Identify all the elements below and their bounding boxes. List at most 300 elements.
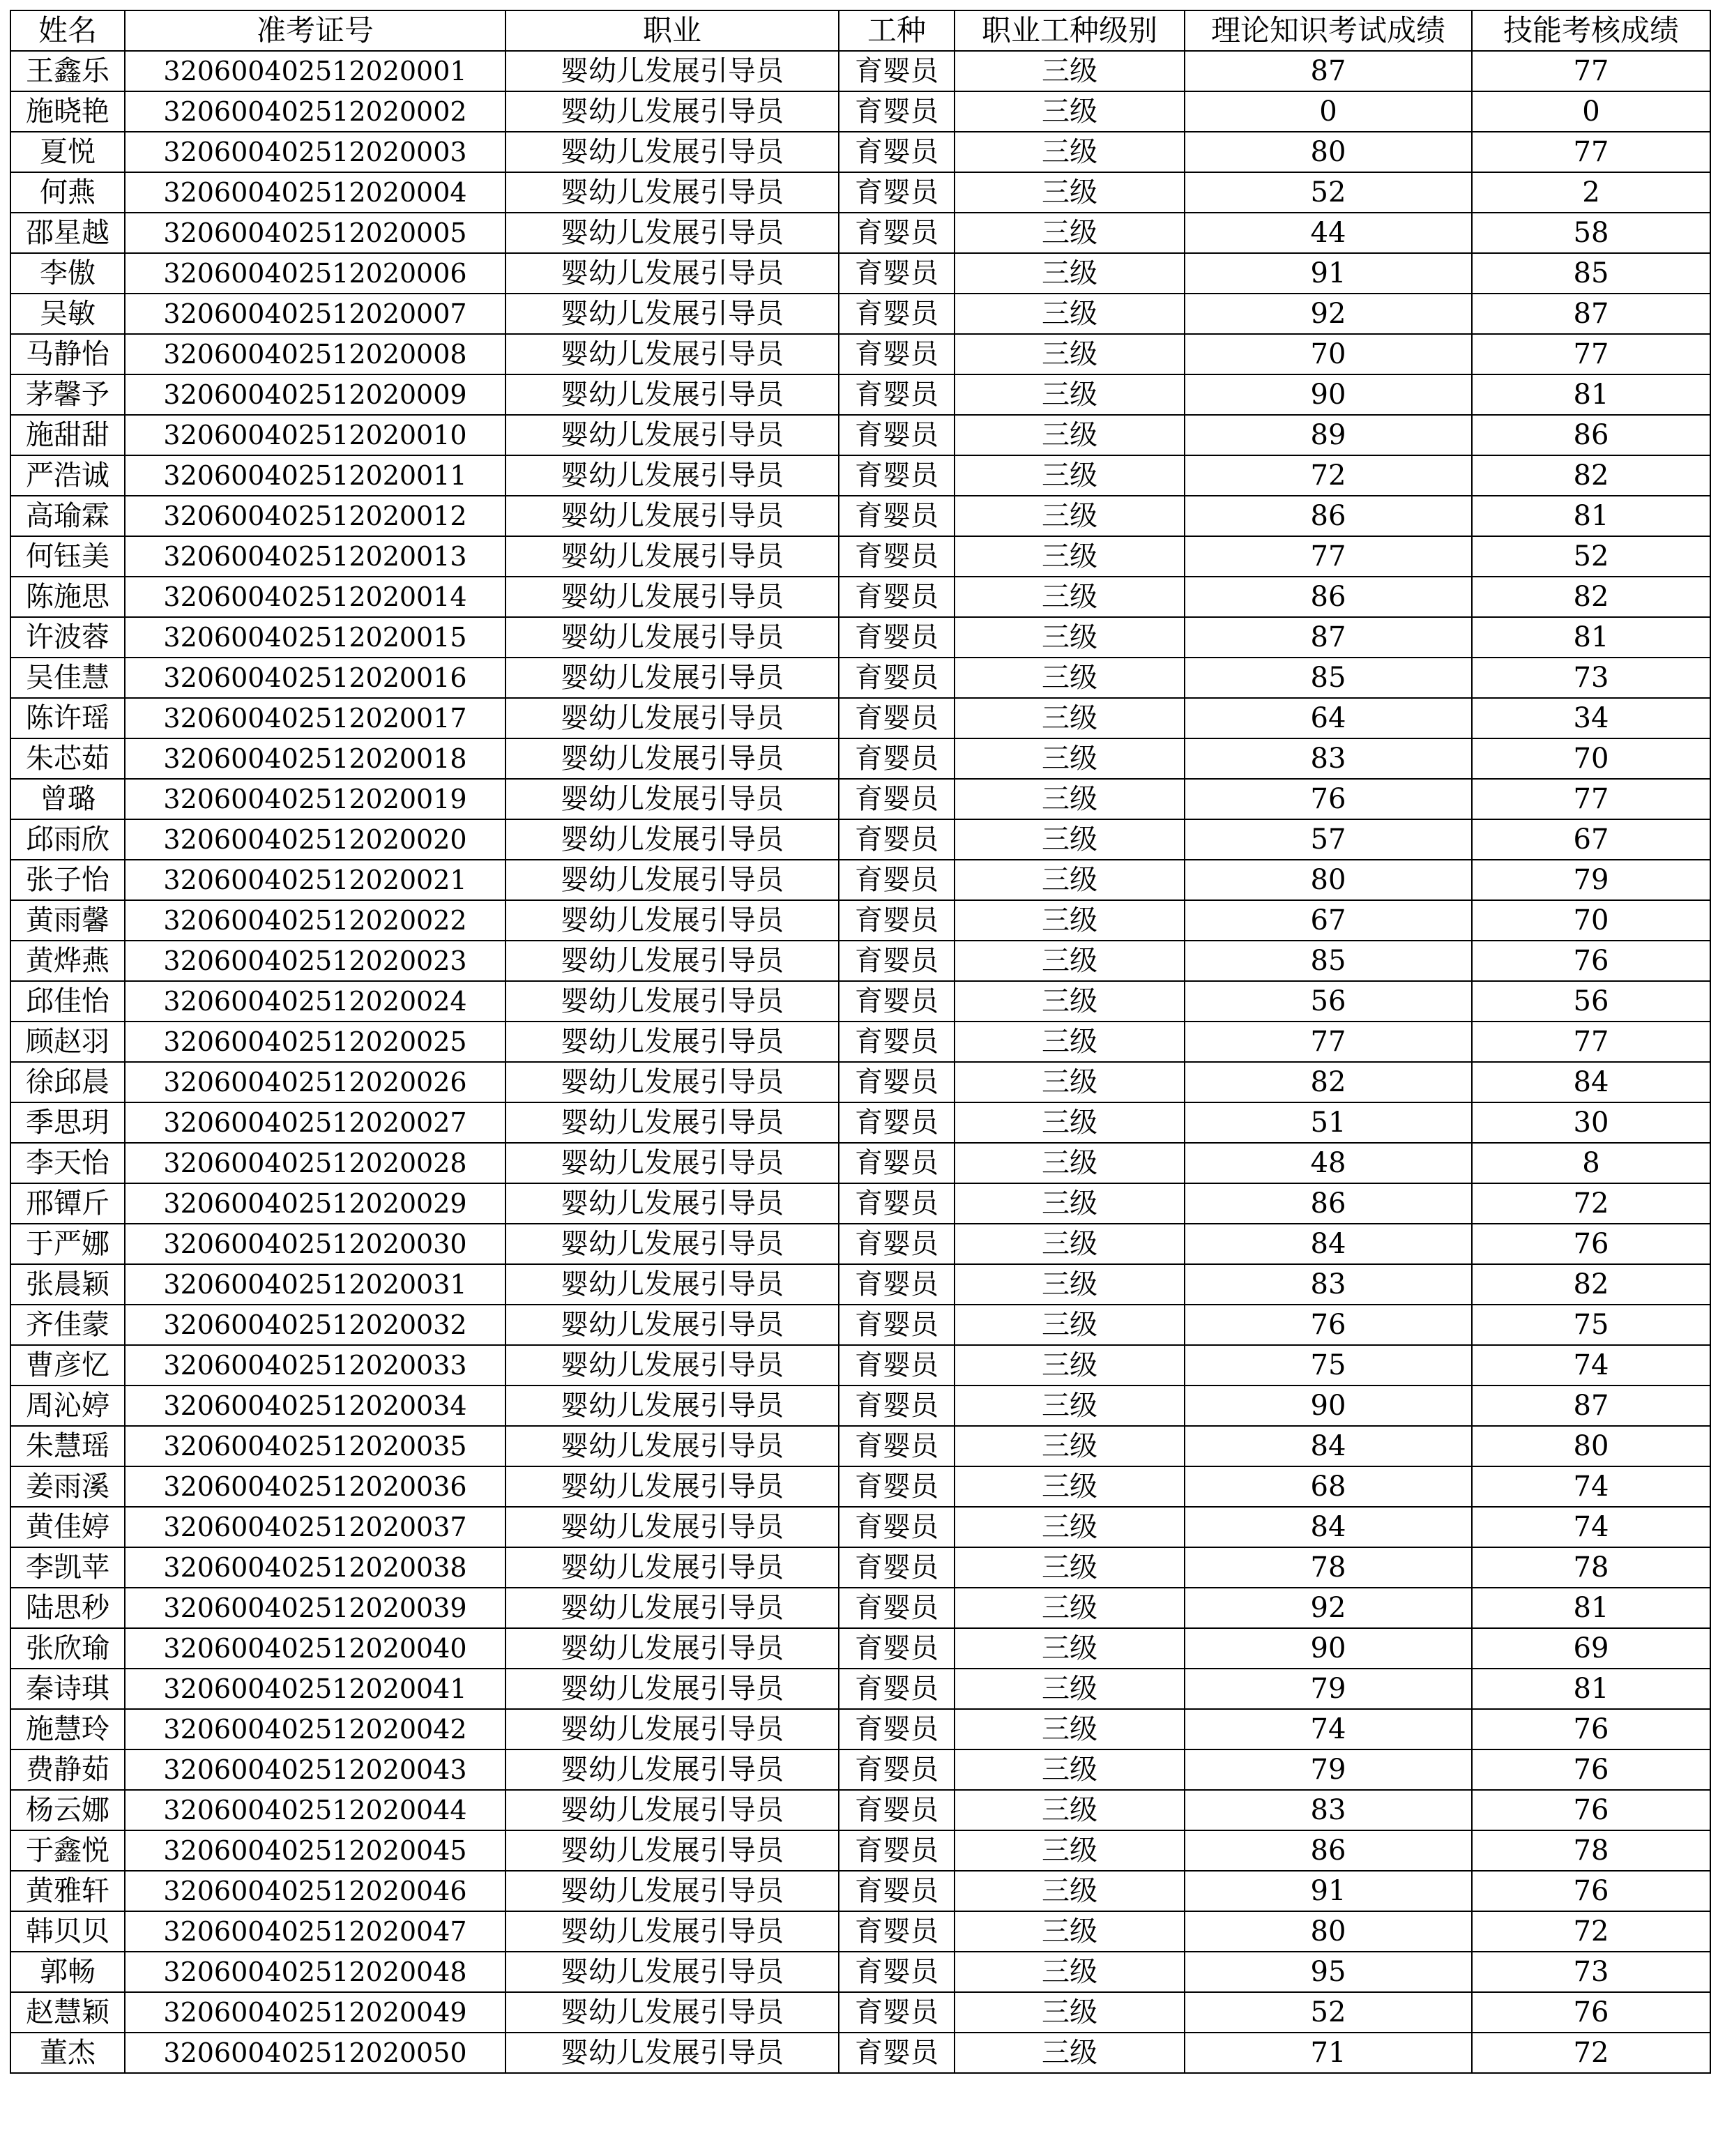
cell-work-type: 育婴员 — [839, 1143, 955, 1183]
cell-occupation: 婴幼儿发展引导员 — [505, 1952, 839, 1992]
cell-theory-score: 77 — [1185, 536, 1472, 577]
cell-skill-score: 67 — [1472, 819, 1710, 860]
cell-level: 三级 — [955, 1547, 1185, 1588]
table-row — [10, 1305, 1710, 1345]
header-row — [10, 10, 1710, 51]
table-row — [10, 941, 1710, 981]
cell-theory-score: 90 — [1185, 1628, 1472, 1669]
cell-theory-score: 68 — [1185, 1466, 1472, 1507]
cell-theory-score: 85 — [1185, 658, 1472, 698]
table-row — [10, 1507, 1710, 1547]
cell-skill-score: 76 — [1472, 1224, 1710, 1264]
cell-theory-score: 90 — [1185, 374, 1472, 415]
cell-ticket: 320600402512020024 — [125, 981, 505, 1022]
cell-name: 张子怡 — [10, 860, 125, 900]
cell-name: 王鑫乐 — [10, 51, 125, 91]
cell-name: 周沁婷 — [10, 1386, 125, 1426]
cell-ticket: 320600402512020021 — [125, 860, 505, 900]
cell-level: 三级 — [955, 941, 1185, 981]
cell-skill-score: 87 — [1472, 294, 1710, 334]
cell-name: 李天怡 — [10, 1143, 125, 1183]
cell-theory-score: 80 — [1185, 1911, 1472, 1952]
cell-level: 三级 — [955, 860, 1185, 900]
cell-level: 三级 — [955, 334, 1185, 374]
cell-ticket: 320600402512020045 — [125, 1830, 505, 1871]
table-row — [10, 900, 1710, 941]
cell-skill-score: 77 — [1472, 334, 1710, 374]
cell-skill-score: 74 — [1472, 1466, 1710, 1507]
table-row — [10, 1669, 1710, 1709]
cell-occupation: 婴幼儿发展引导员 — [505, 455, 839, 496]
cell-work-type: 育婴员 — [839, 860, 955, 900]
cell-name: 何钰美 — [10, 536, 125, 577]
cell-theory-score: 86 — [1185, 1830, 1472, 1871]
cell-occupation: 婴幼儿发展引导员 — [505, 1062, 839, 1102]
cell-ticket: 320600402512020050 — [125, 2033, 505, 2073]
table-row — [10, 1466, 1710, 1507]
cell-name: 韩贝贝 — [10, 1911, 125, 1952]
cell-name: 曾璐 — [10, 779, 125, 819]
cell-skill-score: 79 — [1472, 860, 1710, 900]
cell-occupation: 婴幼儿发展引导员 — [505, 1790, 839, 1830]
cell-occupation: 婴幼儿发展引导员 — [505, 1669, 839, 1709]
cell-occupation: 婴幼儿发展引导员 — [505, 496, 839, 536]
cell-ticket: 320600402512020025 — [125, 1022, 505, 1062]
table-row — [10, 1224, 1710, 1264]
cell-name: 黄雅轩 — [10, 1871, 125, 1911]
cell-skill-score: 74 — [1472, 1345, 1710, 1386]
cell-skill-score: 72 — [1472, 1183, 1710, 1224]
cell-level: 三级 — [955, 1588, 1185, 1628]
table-row — [10, 1749, 1710, 1790]
table-row — [10, 1830, 1710, 1871]
cell-skill-score: 78 — [1472, 1830, 1710, 1871]
cell-occupation: 婴幼儿发展引导员 — [505, 1547, 839, 1588]
cell-name: 曹彦忆 — [10, 1345, 125, 1386]
cell-work-type: 育婴员 — [839, 1992, 955, 2033]
cell-skill-score: 72 — [1472, 2033, 1710, 2073]
cell-name: 赵慧颖 — [10, 1992, 125, 2033]
cell-work-type: 育婴员 — [839, 1022, 955, 1062]
cell-skill-score: 8 — [1472, 1143, 1710, 1183]
cell-theory-score: 86 — [1185, 496, 1472, 536]
cell-work-type: 育婴员 — [839, 1386, 955, 1426]
cell-name: 朱芯茹 — [10, 738, 125, 779]
cell-work-type: 育婴员 — [839, 496, 955, 536]
table-row — [10, 1386, 1710, 1426]
cell-work-type: 育婴员 — [839, 1871, 955, 1911]
cell-theory-score: 83 — [1185, 1790, 1472, 1830]
cell-ticket: 320600402512020001 — [125, 51, 505, 91]
cell-skill-score: 82 — [1472, 577, 1710, 617]
cell-skill-score: 84 — [1472, 1062, 1710, 1102]
cell-occupation: 婴幼儿发展引导员 — [505, 415, 839, 455]
cell-name: 黄佳婷 — [10, 1507, 125, 1547]
cell-name: 陈施思 — [10, 577, 125, 617]
cell-ticket: 320600402512020043 — [125, 1749, 505, 1790]
cell-theory-score: 70 — [1185, 334, 1472, 374]
cell-theory-score: 76 — [1185, 1305, 1472, 1345]
cell-skill-score: 81 — [1472, 1669, 1710, 1709]
table-row — [10, 253, 1710, 294]
cell-name: 邵星越 — [10, 213, 125, 253]
cell-skill-score: 81 — [1472, 1588, 1710, 1628]
cell-skill-score: 75 — [1472, 1305, 1710, 1345]
cell-occupation: 婴幼儿发展引导员 — [505, 1264, 839, 1305]
cell-theory-score: 57 — [1185, 819, 1472, 860]
cell-skill-score: 2 — [1472, 172, 1710, 213]
cell-theory-score: 52 — [1185, 172, 1472, 213]
table-row — [10, 1547, 1710, 1588]
cell-ticket: 320600402512020004 — [125, 172, 505, 213]
table-row — [10, 91, 1710, 132]
table-row — [10, 981, 1710, 1022]
cell-occupation: 婴幼儿发展引导员 — [505, 1386, 839, 1426]
cell-work-type: 育婴员 — [839, 698, 955, 738]
cell-work-type: 育婴员 — [839, 1345, 955, 1386]
cell-ticket: 320600402512020040 — [125, 1628, 505, 1669]
cell-skill-score: 76 — [1472, 1871, 1710, 1911]
cell-work-type: 育婴员 — [839, 334, 955, 374]
cell-name: 施甜甜 — [10, 415, 125, 455]
cell-theory-score: 95 — [1185, 1952, 1472, 1992]
cell-level: 三级 — [955, 1102, 1185, 1143]
cell-level: 三级 — [955, 658, 1185, 698]
cell-theory-score: 86 — [1185, 1183, 1472, 1224]
table-row — [10, 1992, 1710, 2033]
cell-occupation: 婴幼儿发展引导员 — [505, 1588, 839, 1628]
table-row — [10, 1952, 1710, 1992]
cell-skill-score: 73 — [1472, 658, 1710, 698]
cell-name: 茅馨予 — [10, 374, 125, 415]
cell-name: 董杰 — [10, 2033, 125, 2073]
cell-theory-score: 78 — [1185, 1547, 1472, 1588]
cell-level: 三级 — [955, 374, 1185, 415]
cell-occupation: 婴幼儿发展引导员 — [505, 1709, 839, 1749]
table-row — [10, 374, 1710, 415]
cell-ticket: 320600402512020034 — [125, 1386, 505, 1426]
cell-occupation: 婴幼儿发展引导员 — [505, 1345, 839, 1386]
cell-occupation: 婴幼儿发展引导员 — [505, 658, 839, 698]
cell-occupation: 婴幼儿发展引导员 — [505, 1992, 839, 2033]
cell-ticket: 320600402512020046 — [125, 1871, 505, 1911]
cell-work-type: 育婴员 — [839, 132, 955, 172]
cell-name: 邱雨欣 — [10, 819, 125, 860]
cell-theory-score: 79 — [1185, 1669, 1472, 1709]
cell-work-type: 育婴员 — [839, 1749, 955, 1790]
cell-theory-score: 82 — [1185, 1062, 1472, 1102]
cell-skill-score: 77 — [1472, 51, 1710, 91]
cell-theory-score: 90 — [1185, 1386, 1472, 1426]
cell-theory-score: 84 — [1185, 1507, 1472, 1547]
table-body — [10, 51, 1710, 2073]
cell-skill-score: 74 — [1472, 1507, 1710, 1547]
cell-theory-score: 84 — [1185, 1426, 1472, 1466]
cell-name: 于严娜 — [10, 1224, 125, 1264]
cell-level: 三级 — [955, 738, 1185, 779]
cell-work-type: 育婴员 — [839, 455, 955, 496]
cell-name: 顾赵羽 — [10, 1022, 125, 1062]
cell-work-type: 育婴员 — [839, 1264, 955, 1305]
cell-level: 三级 — [955, 1749, 1185, 1790]
cell-level: 三级 — [955, 698, 1185, 738]
table-row — [10, 577, 1710, 617]
cell-level: 三级 — [955, 819, 1185, 860]
cell-level: 三级 — [955, 1790, 1185, 1830]
cell-ticket: 320600402512020018 — [125, 738, 505, 779]
cell-level: 三级 — [955, 294, 1185, 334]
cell-work-type: 育婴员 — [839, 941, 955, 981]
cell-theory-score: 80 — [1185, 132, 1472, 172]
cell-ticket: 320600402512020049 — [125, 1992, 505, 2033]
header-ticket: 准考证号 — [125, 10, 505, 51]
cell-theory-score: 79 — [1185, 1749, 1472, 1790]
cell-skill-score: 76 — [1472, 941, 1710, 981]
cell-work-type: 育婴员 — [839, 1709, 955, 1749]
cell-name: 夏悦 — [10, 132, 125, 172]
cell-work-type: 育婴员 — [839, 536, 955, 577]
cell-occupation: 婴幼儿发展引导员 — [505, 1749, 839, 1790]
cell-theory-score: 71 — [1185, 2033, 1472, 2073]
cell-level: 三级 — [955, 1952, 1185, 1992]
cell-name: 杨云娜 — [10, 1790, 125, 1830]
table-row — [10, 132, 1710, 172]
cell-skill-score: 80 — [1472, 1426, 1710, 1466]
cell-occupation: 婴幼儿发展引导员 — [505, 1830, 839, 1871]
score-table — [10, 10, 1711, 2074]
cell-work-type: 育婴员 — [839, 415, 955, 455]
cell-work-type: 育婴员 — [839, 658, 955, 698]
cell-level: 三级 — [955, 455, 1185, 496]
cell-work-type: 育婴员 — [839, 900, 955, 941]
cell-occupation: 婴幼儿发展引导员 — [505, 253, 839, 294]
cell-theory-score: 52 — [1185, 1992, 1472, 2033]
cell-occupation: 婴幼儿发展引导员 — [505, 779, 839, 819]
cell-occupation: 婴幼儿发展引导员 — [505, 981, 839, 1022]
cell-name: 费静茹 — [10, 1749, 125, 1790]
cell-theory-score: 75 — [1185, 1345, 1472, 1386]
cell-work-type: 育婴员 — [839, 253, 955, 294]
cell-level: 三级 — [955, 1022, 1185, 1062]
cell-work-type: 育婴员 — [839, 819, 955, 860]
cell-name: 李傲 — [10, 253, 125, 294]
cell-theory-score: 92 — [1185, 1588, 1472, 1628]
cell-level: 三级 — [955, 1830, 1185, 1871]
cell-occupation: 婴幼儿发展引导员 — [505, 1871, 839, 1911]
cell-level: 三级 — [955, 2033, 1185, 2073]
cell-level: 三级 — [955, 900, 1185, 941]
cell-occupation: 婴幼儿发展引导员 — [505, 172, 839, 213]
cell-name: 施晓艳 — [10, 91, 125, 132]
cell-name: 姜雨溪 — [10, 1466, 125, 1507]
cell-occupation: 婴幼儿发展引导员 — [505, 698, 839, 738]
cell-ticket: 320600402512020028 — [125, 1143, 505, 1183]
table-row — [10, 213, 1710, 253]
cell-name: 马静怡 — [10, 334, 125, 374]
cell-theory-score: 87 — [1185, 51, 1472, 91]
cell-occupation: 婴幼儿发展引导员 — [505, 334, 839, 374]
cell-occupation: 婴幼儿发展引导员 — [505, 1183, 839, 1224]
cell-occupation: 婴幼儿发展引导员 — [505, 617, 839, 658]
table-row — [10, 1183, 1710, 1224]
cell-work-type: 育婴员 — [839, 51, 955, 91]
cell-skill-score: 34 — [1472, 698, 1710, 738]
cell-occupation: 婴幼儿发展引导员 — [505, 1022, 839, 1062]
cell-name: 季思玥 — [10, 1102, 125, 1143]
table-row — [10, 172, 1710, 213]
cell-theory-score: 89 — [1185, 415, 1472, 455]
cell-ticket: 320600402512020036 — [125, 1466, 505, 1507]
cell-occupation: 婴幼儿发展引导员 — [505, 1628, 839, 1669]
cell-work-type: 育婴员 — [839, 172, 955, 213]
cell-theory-score: 91 — [1185, 1871, 1472, 1911]
table-row — [10, 1062, 1710, 1102]
table-row — [10, 496, 1710, 536]
cell-occupation: 婴幼儿发展引导员 — [505, 819, 839, 860]
table-row — [10, 738, 1710, 779]
cell-theory-score: 44 — [1185, 213, 1472, 253]
table-row — [10, 819, 1710, 860]
cell-work-type: 育婴员 — [839, 1305, 955, 1345]
cell-ticket: 320600402512020033 — [125, 1345, 505, 1386]
cell-level: 三级 — [955, 1264, 1185, 1305]
cell-name: 严浩诚 — [10, 455, 125, 496]
cell-work-type: 育婴员 — [839, 1062, 955, 1102]
cell-name: 朱慧瑶 — [10, 1426, 125, 1466]
cell-skill-score: 76 — [1472, 1709, 1710, 1749]
cell-occupation: 婴幼儿发展引导员 — [505, 51, 839, 91]
cell-skill-score: 30 — [1472, 1102, 1710, 1143]
cell-level: 三级 — [955, 577, 1185, 617]
cell-work-type: 育婴员 — [839, 2033, 955, 2073]
cell-occupation: 婴幼儿发展引导员 — [505, 91, 839, 132]
cell-skill-score: 87 — [1472, 1386, 1710, 1426]
cell-work-type: 育婴员 — [839, 577, 955, 617]
cell-level: 三级 — [955, 536, 1185, 577]
cell-ticket: 320600402512020037 — [125, 1507, 505, 1547]
cell-level: 三级 — [955, 1466, 1185, 1507]
cell-ticket: 320600402512020022 — [125, 900, 505, 941]
header-skill-score: 技能考核成绩 — [1472, 10, 1710, 51]
cell-skill-score: 81 — [1472, 617, 1710, 658]
cell-theory-score: 84 — [1185, 1224, 1472, 1264]
cell-name: 吴佳慧 — [10, 658, 125, 698]
cell-name: 邢镡斤 — [10, 1183, 125, 1224]
cell-theory-score: 91 — [1185, 253, 1472, 294]
table-row — [10, 536, 1710, 577]
cell-work-type: 育婴员 — [839, 779, 955, 819]
cell-occupation: 婴幼儿发展引导员 — [505, 536, 839, 577]
cell-name: 张欣瑜 — [10, 1628, 125, 1669]
cell-ticket: 320600402512020010 — [125, 415, 505, 455]
table-row — [10, 1264, 1710, 1305]
cell-level: 三级 — [955, 132, 1185, 172]
cell-ticket: 320600402512020002 — [125, 91, 505, 132]
cell-level: 三级 — [955, 1386, 1185, 1426]
cell-theory-score: 56 — [1185, 981, 1472, 1022]
cell-theory-score: 76 — [1185, 779, 1472, 819]
cell-name: 许波蓉 — [10, 617, 125, 658]
table-row — [10, 1911, 1710, 1952]
cell-theory-score: 74 — [1185, 1709, 1472, 1749]
cell-level: 三级 — [955, 1183, 1185, 1224]
cell-work-type: 育婴员 — [839, 738, 955, 779]
cell-work-type: 育婴员 — [839, 1547, 955, 1588]
cell-skill-score: 77 — [1472, 779, 1710, 819]
cell-occupation: 婴幼儿发展引导员 — [505, 2033, 839, 2073]
cell-theory-score: 0 — [1185, 91, 1472, 132]
cell-name: 何燕 — [10, 172, 125, 213]
cell-work-type: 育婴员 — [839, 1507, 955, 1547]
cell-ticket: 320600402512020038 — [125, 1547, 505, 1588]
cell-skill-score: 81 — [1472, 374, 1710, 415]
cell-level: 三级 — [955, 1426, 1185, 1466]
cell-level: 三级 — [955, 1709, 1185, 1749]
cell-skill-score: 56 — [1472, 981, 1710, 1022]
cell-ticket: 320600402512020003 — [125, 132, 505, 172]
cell-occupation: 婴幼儿发展引导员 — [505, 1507, 839, 1547]
cell-ticket: 320600402512020016 — [125, 658, 505, 698]
cell-skill-score: 82 — [1472, 1264, 1710, 1305]
cell-level: 三级 — [955, 91, 1185, 132]
cell-ticket: 320600402512020039 — [125, 1588, 505, 1628]
cell-occupation: 婴幼儿发展引导员 — [505, 738, 839, 779]
cell-theory-score: 83 — [1185, 1264, 1472, 1305]
cell-work-type: 育婴员 — [839, 91, 955, 132]
cell-ticket: 320600402512020027 — [125, 1102, 505, 1143]
cell-ticket: 320600402512020012 — [125, 496, 505, 536]
cell-ticket: 320600402512020032 — [125, 1305, 505, 1345]
cell-work-type: 育婴员 — [839, 1952, 955, 1992]
cell-name: 徐邱晨 — [10, 1062, 125, 1102]
table-row — [10, 1102, 1710, 1143]
cell-occupation: 婴幼儿发展引导员 — [505, 1102, 839, 1143]
cell-theory-score: 87 — [1185, 617, 1472, 658]
cell-ticket: 320600402512020014 — [125, 577, 505, 617]
cell-occupation: 婴幼儿发展引导员 — [505, 577, 839, 617]
cell-work-type: 育婴员 — [839, 374, 955, 415]
cell-skill-score: 86 — [1472, 415, 1710, 455]
cell-occupation: 婴幼儿发展引导员 — [505, 941, 839, 981]
table-row — [10, 1022, 1710, 1062]
table-row — [10, 1345, 1710, 1386]
cell-skill-score: 76 — [1472, 1790, 1710, 1830]
cell-name: 高瑜霖 — [10, 496, 125, 536]
cell-work-type: 育婴员 — [839, 1426, 955, 1466]
table-row — [10, 658, 1710, 698]
cell-occupation: 婴幼儿发展引导员 — [505, 1911, 839, 1952]
cell-ticket: 320600402512020035 — [125, 1426, 505, 1466]
table-row — [10, 1871, 1710, 1911]
cell-ticket: 320600402512020023 — [125, 941, 505, 981]
cell-name: 陈许瑶 — [10, 698, 125, 738]
cell-skill-score: 77 — [1472, 132, 1710, 172]
cell-skill-score: 81 — [1472, 496, 1710, 536]
cell-work-type: 育婴员 — [839, 294, 955, 334]
cell-skill-score: 58 — [1472, 213, 1710, 253]
cell-level: 三级 — [955, 1992, 1185, 2033]
cell-work-type: 育婴员 — [839, 1669, 955, 1709]
cell-ticket: 320600402512020042 — [125, 1709, 505, 1749]
cell-level: 三级 — [955, 1871, 1185, 1911]
cell-level: 三级 — [955, 213, 1185, 253]
cell-ticket: 320600402512020047 — [125, 1911, 505, 1952]
cell-level: 三级 — [955, 1911, 1185, 1952]
cell-ticket: 320600402512020013 — [125, 536, 505, 577]
cell-work-type: 育婴员 — [839, 1628, 955, 1669]
cell-ticket: 320600402512020019 — [125, 779, 505, 819]
cell-level: 三级 — [955, 1062, 1185, 1102]
